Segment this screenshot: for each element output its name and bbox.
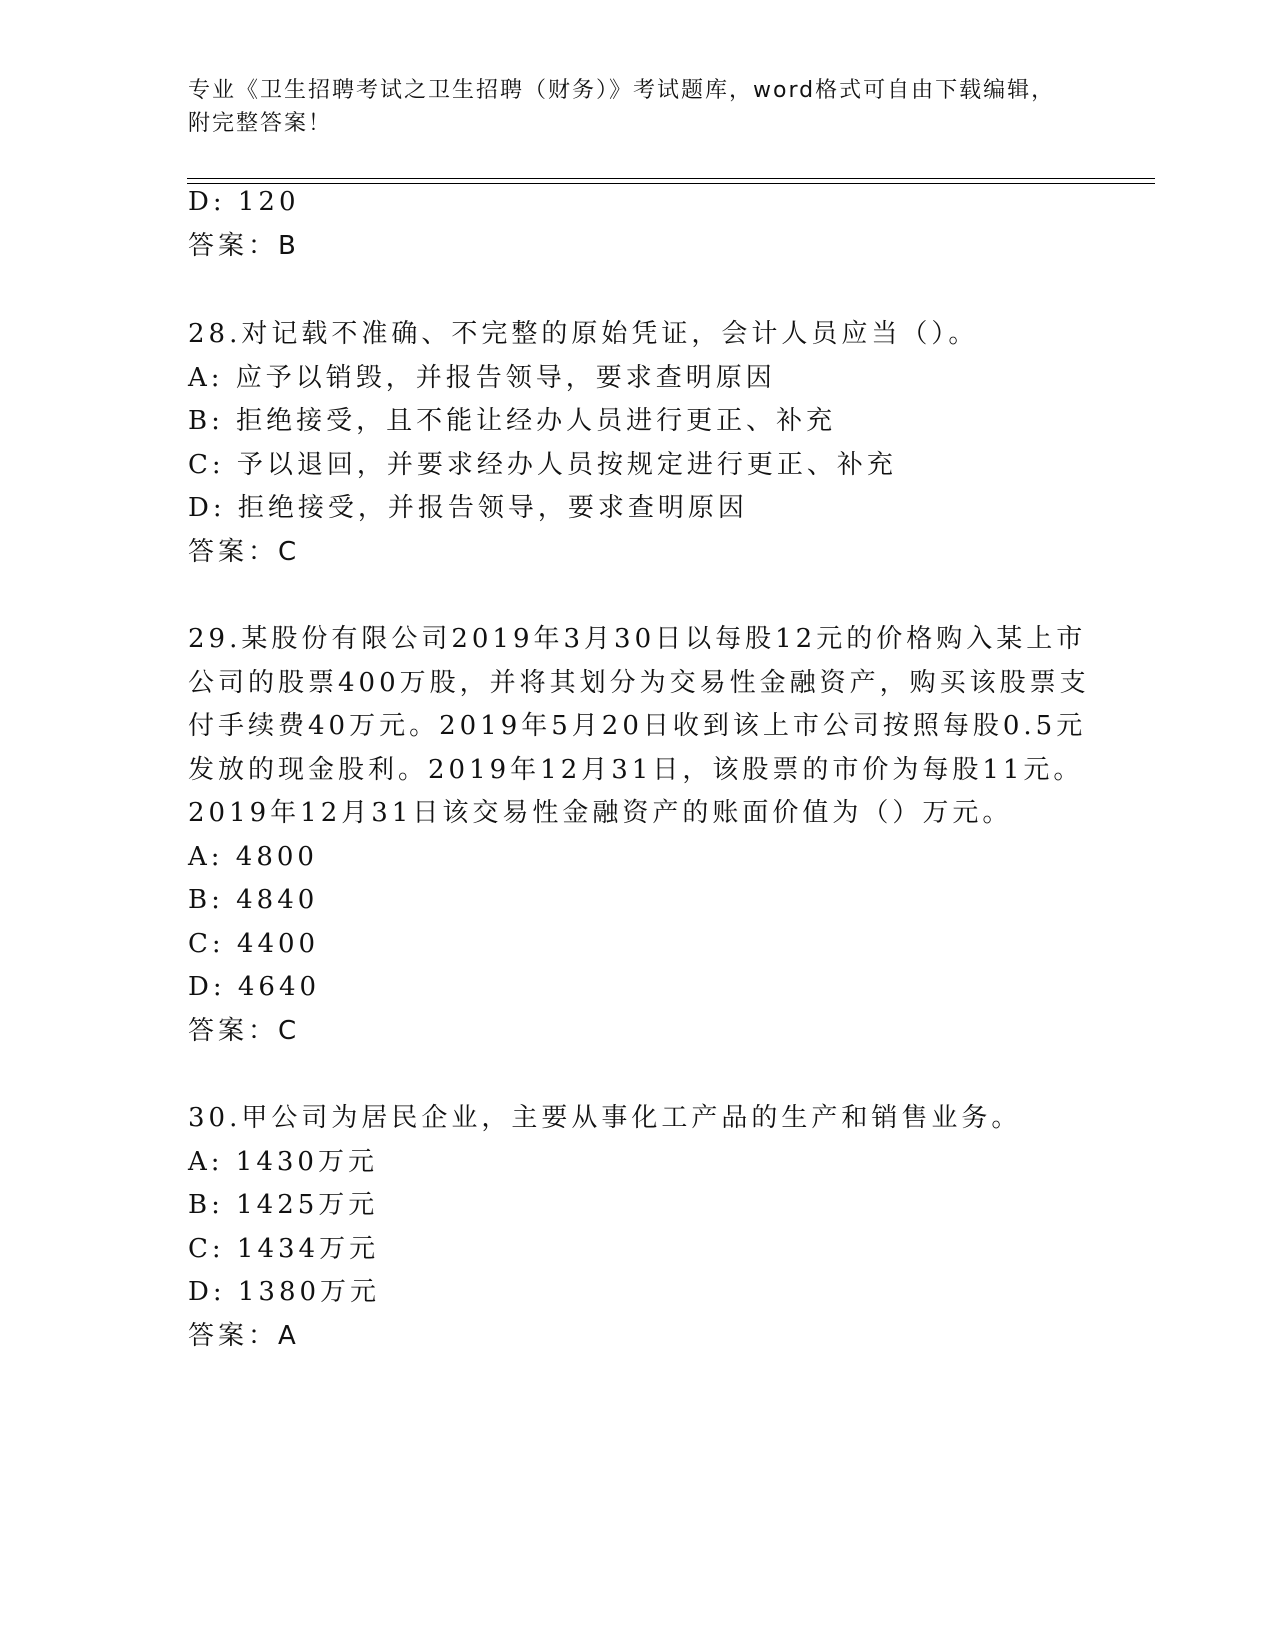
q30-answer: 答案：A bbox=[188, 1321, 300, 1351]
q29-stem-line-5: 2019年12月31日该交易性金融资产的账面价值为（）万元。 bbox=[188, 798, 1013, 828]
q29-option-d: D: 4640 bbox=[188, 972, 321, 1002]
q29-stem-line-2: 公司的股票400万股，并将其划分为交易性金融资产，购买该股票支 bbox=[188, 668, 1090, 698]
q30-option-d: D: 1380万元 bbox=[188, 1277, 381, 1307]
q29-answer: 答案：C bbox=[188, 1016, 301, 1046]
q28-option-b: B: 拒绝接受，且不能让经办人员进行更正、补充 bbox=[188, 406, 837, 436]
q30-option-b: B: 1425万元 bbox=[188, 1190, 379, 1220]
q29-stem-line-4: 发放的现金股利。2019年12月31日，该股票的市价为每股11元。 bbox=[188, 755, 1084, 785]
q29-option-b: B: 4840 bbox=[188, 885, 319, 915]
prev-option-d: D: 120 bbox=[188, 187, 300, 217]
q30-option-c: C: 1434万元 bbox=[188, 1234, 380, 1264]
prev-answer: 答案：B bbox=[188, 231, 300, 261]
q29-stem-line-1: 29.某股份有限公司2019年3月30日以每股12元的价格购入某上市 bbox=[188, 624, 1087, 654]
header-rule-top bbox=[187, 178, 1155, 179]
q28-option-a: A: 应予以销毁，并报告领导，要求查明原因 bbox=[188, 363, 776, 393]
q30-stem: 30.甲公司为居民企业，主要从事化工产品的生产和销售业务。 bbox=[188, 1103, 1022, 1133]
document-header: 专业《卫生招聘考试之卫生招聘（财务）》考试题库，word格式可自由下载编辑，附完整答案！ bbox=[188, 78, 1056, 136]
q29-stem-line-3: 付手续费40万元。2019年5月20日收到该上市公司按照每股0.5元 bbox=[188, 711, 1087, 741]
q30-option-a: A: 1430万元 bbox=[188, 1147, 378, 1177]
q28-option-d: D: 拒绝接受，并报告领导，要求查明原因 bbox=[188, 493, 748, 523]
q28-option-c: C: 予以退回，并要求经办人员按规定进行更正、补充 bbox=[188, 450, 897, 480]
q28-answer: 答案：C bbox=[188, 537, 301, 567]
q28-stem: 28.对记载不准确、不完整的原始凭证，会计人员应当（）。 bbox=[188, 319, 979, 349]
q29-option-a: A: 4800 bbox=[188, 842, 318, 872]
q29-option-c: C: 4400 bbox=[188, 929, 320, 959]
header-rule-bottom bbox=[187, 183, 1155, 184]
